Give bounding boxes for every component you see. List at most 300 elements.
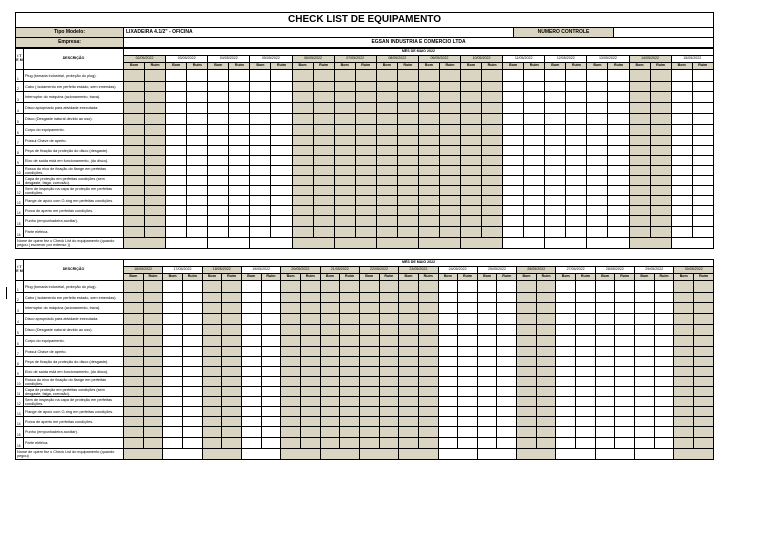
bom-check-cell[interactable] [587, 82, 608, 92]
ruim-check-cell[interactable] [458, 407, 478, 417]
ruim-check-cell[interactable] [261, 427, 281, 438]
bom-check-cell[interactable] [292, 227, 313, 238]
bom-check-cell[interactable] [334, 156, 355, 166]
bom-check-cell[interactable] [587, 166, 608, 176]
bom-check-cell[interactable] [166, 82, 187, 92]
bom-check-cell[interactable] [320, 325, 340, 336]
ruim-check-cell[interactable] [418, 281, 438, 293]
ruim-check-cell[interactable] [313, 156, 334, 166]
bom-check-cell[interactable] [545, 82, 566, 92]
bom-check-cell[interactable] [545, 92, 566, 103]
bom-check-cell[interactable] [376, 156, 397, 166]
ruim-check-cell[interactable] [300, 347, 320, 357]
bom-check-cell[interactable] [503, 176, 524, 186]
bom-check-cell[interactable] [163, 314, 183, 325]
ruim-check-cell[interactable] [261, 377, 281, 387]
ruim-check-cell[interactable] [576, 314, 596, 325]
bom-check-cell[interactable] [629, 166, 650, 176]
ruim-check-cell[interactable] [222, 314, 242, 325]
ruim-check-cell[interactable] [397, 186, 418, 196]
ruim-check-cell[interactable] [271, 216, 292, 227]
ruim-check-cell[interactable] [524, 114, 545, 125]
bom-check-cell[interactable] [587, 176, 608, 186]
ruim-check-cell[interactable] [482, 92, 503, 103]
bom-check-cell[interactable] [438, 347, 458, 357]
bom-check-cell[interactable] [503, 70, 524, 82]
ruim-check-cell[interactable] [566, 70, 587, 82]
bom-check-cell[interactable] [418, 166, 439, 176]
bom-check-cell[interactable] [320, 293, 340, 303]
signature-cell[interactable] [208, 238, 250, 249]
bom-check-cell[interactable] [241, 281, 261, 293]
ruim-check-cell[interactable] [145, 216, 166, 227]
bom-check-cell[interactable] [281, 325, 301, 336]
ruim-check-cell[interactable] [439, 136, 460, 146]
ruim-check-cell[interactable] [694, 417, 714, 427]
bom-check-cell[interactable] [503, 136, 524, 146]
bom-check-cell[interactable] [320, 427, 340, 438]
ruim-check-cell[interactable] [271, 103, 292, 114]
ruim-check-cell[interactable] [615, 293, 635, 303]
ruim-check-cell[interactable] [566, 156, 587, 166]
bom-check-cell[interactable] [376, 186, 397, 196]
ruim-check-cell[interactable] [300, 438, 320, 449]
ruim-check-cell[interactable] [143, 303, 163, 314]
bom-check-cell[interactable] [124, 336, 144, 347]
bom-check-cell[interactable] [281, 357, 301, 367]
ruim-check-cell[interactable] [340, 357, 360, 367]
ruim-check-cell[interactable] [608, 146, 629, 156]
ruim-check-cell[interactable] [418, 377, 438, 387]
bom-check-cell[interactable] [629, 103, 650, 114]
bom-check-cell[interactable] [438, 357, 458, 367]
bom-check-cell[interactable] [281, 377, 301, 387]
ruim-check-cell[interactable] [222, 367, 242, 377]
ruim-check-cell[interactable] [439, 70, 460, 82]
ruim-check-cell[interactable] [458, 336, 478, 347]
ruim-check-cell[interactable] [608, 136, 629, 146]
ruim-check-cell[interactable] [439, 227, 460, 238]
bom-check-cell[interactable] [320, 357, 340, 367]
bom-check-cell[interactable] [202, 367, 222, 377]
bom-check-cell[interactable] [202, 336, 222, 347]
ruim-check-cell[interactable] [187, 156, 208, 166]
signature-cell[interactable] [399, 449, 438, 460]
ruim-check-cell[interactable] [615, 303, 635, 314]
bom-check-cell[interactable] [292, 82, 313, 92]
bom-check-cell[interactable] [241, 303, 261, 314]
bom-check-cell[interactable] [163, 438, 183, 449]
bom-check-cell[interactable] [208, 92, 229, 103]
ruim-check-cell[interactable] [271, 227, 292, 238]
bom-check-cell[interactable] [359, 377, 379, 387]
bom-check-cell[interactable] [208, 166, 229, 176]
ruim-check-cell[interactable] [145, 125, 166, 136]
bom-check-cell[interactable] [208, 206, 229, 216]
bom-check-cell[interactable] [320, 336, 340, 347]
bom-check-cell[interactable] [545, 146, 566, 156]
bom-check-cell[interactable] [163, 407, 183, 417]
ruim-check-cell[interactable] [313, 136, 334, 146]
bom-check-cell[interactable] [477, 407, 497, 417]
ruim-check-cell[interactable] [458, 367, 478, 377]
bom-check-cell[interactable] [399, 438, 419, 449]
bom-check-cell[interactable] [124, 438, 144, 449]
ruim-check-cell[interactable] [379, 357, 399, 367]
ruim-check-cell[interactable] [692, 216, 713, 227]
ruim-check-cell[interactable] [187, 136, 208, 146]
bom-check-cell[interactable] [671, 92, 692, 103]
ruim-check-cell[interactable] [615, 387, 635, 397]
ruim-check-cell[interactable] [418, 336, 438, 347]
bom-check-cell[interactable] [545, 176, 566, 186]
bom-check-cell[interactable] [376, 216, 397, 227]
ruim-check-cell[interactable] [576, 438, 596, 449]
bom-check-cell[interactable] [556, 325, 576, 336]
ruim-check-cell[interactable] [182, 387, 202, 397]
ruim-check-cell[interactable] [694, 367, 714, 377]
bom-check-cell[interactable] [124, 325, 144, 336]
ruim-check-cell[interactable] [694, 357, 714, 367]
ruim-check-cell[interactable] [418, 407, 438, 417]
ruim-check-cell[interactable] [650, 136, 671, 146]
bom-check-cell[interactable] [635, 397, 655, 407]
ruim-check-cell[interactable] [300, 407, 320, 417]
bom-check-cell[interactable] [202, 377, 222, 387]
bom-check-cell[interactable] [671, 146, 692, 156]
bom-check-cell[interactable] [461, 156, 482, 166]
ruim-check-cell[interactable] [182, 347, 202, 357]
bom-check-cell[interactable] [587, 206, 608, 216]
bom-check-cell[interactable] [250, 114, 271, 125]
ruim-check-cell[interactable] [145, 114, 166, 125]
ruim-check-cell[interactable] [608, 92, 629, 103]
bom-check-cell[interactable] [124, 166, 145, 176]
ruim-check-cell[interactable] [536, 281, 556, 293]
signature-cell[interactable] [281, 449, 320, 460]
ruim-check-cell[interactable] [439, 186, 460, 196]
ruim-check-cell[interactable] [182, 293, 202, 303]
ruim-check-cell[interactable] [482, 136, 503, 146]
ruim-check-cell[interactable] [340, 427, 360, 438]
ruim-check-cell[interactable] [694, 438, 714, 449]
ruim-check-cell[interactable] [482, 206, 503, 216]
bom-check-cell[interactable] [671, 176, 692, 186]
bom-check-cell[interactable] [418, 196, 439, 206]
bom-check-cell[interactable] [629, 92, 650, 103]
ruim-check-cell[interactable] [145, 136, 166, 146]
bom-check-cell[interactable] [545, 166, 566, 176]
bom-check-cell[interactable] [202, 281, 222, 293]
ruim-check-cell[interactable] [397, 92, 418, 103]
ruim-check-cell[interactable] [300, 281, 320, 293]
ruim-check-cell[interactable] [222, 336, 242, 347]
ruim-check-cell[interactable] [524, 216, 545, 227]
ruim-check-cell[interactable] [694, 293, 714, 303]
ruim-check-cell[interactable] [340, 303, 360, 314]
bom-check-cell[interactable] [674, 407, 694, 417]
ruim-check-cell[interactable] [145, 206, 166, 216]
ruim-check-cell[interactable] [608, 216, 629, 227]
bom-check-cell[interactable] [399, 377, 419, 387]
ruim-check-cell[interactable] [482, 103, 503, 114]
bom-check-cell[interactable] [503, 206, 524, 216]
ruim-check-cell[interactable] [271, 166, 292, 176]
bom-check-cell[interactable] [545, 206, 566, 216]
ruim-check-cell[interactable] [145, 186, 166, 196]
bom-check-cell[interactable] [556, 303, 576, 314]
ruim-check-cell[interactable] [694, 407, 714, 417]
bom-check-cell[interactable] [635, 303, 655, 314]
bom-check-cell[interactable] [517, 397, 537, 407]
bom-check-cell[interactable] [124, 186, 145, 196]
ruim-check-cell[interactable] [497, 417, 517, 427]
bom-check-cell[interactable] [399, 281, 419, 293]
ruim-check-cell[interactable] [615, 314, 635, 325]
ruim-check-cell[interactable] [692, 136, 713, 146]
bom-check-cell[interactable] [241, 314, 261, 325]
bom-check-cell[interactable] [163, 417, 183, 427]
bom-check-cell[interactable] [418, 103, 439, 114]
bom-check-cell[interactable] [281, 438, 301, 449]
bom-check-cell[interactable] [163, 325, 183, 336]
bom-check-cell[interactable] [556, 407, 576, 417]
bom-check-cell[interactable] [545, 227, 566, 238]
ruim-check-cell[interactable] [654, 417, 674, 427]
bom-check-cell[interactable] [320, 303, 340, 314]
ruim-check-cell[interactable] [650, 216, 671, 227]
bom-check-cell[interactable] [241, 397, 261, 407]
bom-check-cell[interactable] [124, 281, 144, 293]
bom-check-cell[interactable] [477, 397, 497, 407]
ruim-check-cell[interactable] [379, 438, 399, 449]
ruim-check-cell[interactable] [692, 114, 713, 125]
ruim-check-cell[interactable] [397, 176, 418, 186]
bom-check-cell[interactable] [595, 407, 615, 417]
ruim-check-cell[interactable] [145, 166, 166, 176]
bom-check-cell[interactable] [376, 166, 397, 176]
bom-check-cell[interactable] [208, 216, 229, 227]
bom-check-cell[interactable] [595, 417, 615, 427]
ruim-check-cell[interactable] [182, 417, 202, 427]
ruim-check-cell[interactable] [379, 325, 399, 336]
ruim-check-cell[interactable] [313, 166, 334, 176]
bom-check-cell[interactable] [595, 377, 615, 387]
ruim-check-cell[interactable] [313, 186, 334, 196]
bom-check-cell[interactable] [166, 146, 187, 156]
ruim-check-cell[interactable] [536, 427, 556, 438]
bom-check-cell[interactable] [556, 347, 576, 357]
bom-check-cell[interactable] [635, 377, 655, 387]
bom-check-cell[interactable] [166, 103, 187, 114]
bom-check-cell[interactable] [556, 438, 576, 449]
ruim-check-cell[interactable] [340, 314, 360, 325]
ruim-check-cell[interactable] [694, 387, 714, 397]
bom-check-cell[interactable] [241, 438, 261, 449]
ruim-check-cell[interactable] [524, 186, 545, 196]
ruim-check-cell[interactable] [145, 103, 166, 114]
bom-check-cell[interactable] [163, 281, 183, 293]
signature-cell[interactable] [635, 449, 674, 460]
ruim-check-cell[interactable] [566, 186, 587, 196]
bom-check-cell[interactable] [241, 367, 261, 377]
ruim-check-cell[interactable] [615, 325, 635, 336]
ruim-check-cell[interactable] [692, 196, 713, 206]
ruim-check-cell[interactable] [524, 70, 545, 82]
ruim-check-cell[interactable] [608, 176, 629, 186]
ruim-check-cell[interactable] [692, 156, 713, 166]
ruim-check-cell[interactable] [222, 347, 242, 357]
ruim-check-cell[interactable] [340, 367, 360, 377]
ruim-check-cell[interactable] [458, 357, 478, 367]
bom-check-cell[interactable] [208, 82, 229, 92]
numero-controle-value[interactable] [614, 28, 714, 38]
ruim-check-cell[interactable] [182, 407, 202, 417]
ruim-check-cell[interactable] [418, 293, 438, 303]
ruim-check-cell[interactable] [143, 336, 163, 347]
ruim-check-cell[interactable] [650, 166, 671, 176]
ruim-check-cell[interactable] [482, 166, 503, 176]
ruim-check-cell[interactable] [229, 176, 250, 186]
signature-cell[interactable] [241, 449, 280, 460]
ruim-check-cell[interactable] [439, 103, 460, 114]
bom-check-cell[interactable] [202, 314, 222, 325]
ruim-check-cell[interactable] [524, 206, 545, 216]
ruim-check-cell[interactable] [458, 438, 478, 449]
bom-check-cell[interactable] [671, 125, 692, 136]
bom-check-cell[interactable] [202, 347, 222, 357]
bom-check-cell[interactable] [545, 125, 566, 136]
ruim-check-cell[interactable] [379, 347, 399, 357]
bom-check-cell[interactable] [376, 82, 397, 92]
ruim-check-cell[interactable] [355, 186, 376, 196]
ruim-check-cell[interactable] [187, 176, 208, 186]
bom-check-cell[interactable] [359, 347, 379, 357]
bom-check-cell[interactable] [202, 407, 222, 417]
bom-check-cell[interactable] [503, 125, 524, 136]
bom-check-cell[interactable] [376, 92, 397, 103]
bom-check-cell[interactable] [418, 70, 439, 82]
ruim-check-cell[interactable] [694, 377, 714, 387]
ruim-check-cell[interactable] [566, 166, 587, 176]
bom-check-cell[interactable] [250, 103, 271, 114]
bom-check-cell[interactable] [503, 103, 524, 114]
bom-check-cell[interactable] [517, 427, 537, 438]
bom-check-cell[interactable] [635, 387, 655, 397]
ruim-check-cell[interactable] [576, 417, 596, 427]
bom-check-cell[interactable] [359, 336, 379, 347]
ruim-check-cell[interactable] [497, 438, 517, 449]
ruim-check-cell[interactable] [261, 293, 281, 303]
ruim-check-cell[interactable] [271, 156, 292, 166]
ruim-check-cell[interactable] [261, 281, 281, 293]
bom-check-cell[interactable] [166, 206, 187, 216]
bom-check-cell[interactable] [438, 293, 458, 303]
bom-check-cell[interactable] [124, 303, 144, 314]
ruim-check-cell[interactable] [497, 397, 517, 407]
bom-check-cell[interactable] [124, 146, 145, 156]
bom-check-cell[interactable] [163, 357, 183, 367]
bom-check-cell[interactable] [517, 303, 537, 314]
ruim-check-cell[interactable] [576, 303, 596, 314]
bom-check-cell[interactable] [674, 303, 694, 314]
ruim-check-cell[interactable] [608, 196, 629, 206]
bom-check-cell[interactable] [587, 156, 608, 166]
ruim-check-cell[interactable] [497, 427, 517, 438]
ruim-check-cell[interactable] [187, 92, 208, 103]
bom-check-cell[interactable] [587, 227, 608, 238]
ruim-check-cell[interactable] [143, 325, 163, 336]
bom-check-cell[interactable] [359, 407, 379, 417]
bom-check-cell[interactable] [376, 146, 397, 156]
bom-check-cell[interactable] [587, 196, 608, 206]
ruim-check-cell[interactable] [482, 156, 503, 166]
bom-check-cell[interactable] [208, 156, 229, 166]
bom-check-cell[interactable] [250, 196, 271, 206]
bom-check-cell[interactable] [334, 196, 355, 206]
bom-check-cell[interactable] [208, 136, 229, 146]
bom-check-cell[interactable] [517, 367, 537, 377]
ruim-check-cell[interactable] [355, 196, 376, 206]
ruim-check-cell[interactable] [355, 176, 376, 186]
ruim-check-cell[interactable] [524, 176, 545, 186]
ruim-check-cell[interactable] [482, 216, 503, 227]
ruim-check-cell[interactable] [418, 438, 438, 449]
ruim-check-cell[interactable] [182, 397, 202, 407]
ruim-check-cell[interactable] [397, 125, 418, 136]
ruim-check-cell[interactable] [608, 166, 629, 176]
signature-cell[interactable] [517, 449, 556, 460]
bom-check-cell[interactable] [376, 176, 397, 186]
bom-check-cell[interactable] [166, 114, 187, 125]
ruim-check-cell[interactable] [536, 303, 556, 314]
ruim-check-cell[interactable] [566, 82, 587, 92]
bom-check-cell[interactable] [208, 114, 229, 125]
bom-check-cell[interactable] [202, 438, 222, 449]
ruim-check-cell[interactable] [271, 186, 292, 196]
bom-check-cell[interactable] [587, 216, 608, 227]
bom-check-cell[interactable] [477, 377, 497, 387]
bom-check-cell[interactable] [250, 206, 271, 216]
bom-check-cell[interactable] [166, 196, 187, 206]
ruim-check-cell[interactable] [397, 146, 418, 156]
bom-check-cell[interactable] [334, 125, 355, 136]
ruim-check-cell[interactable] [608, 125, 629, 136]
ruim-check-cell[interactable] [536, 417, 556, 427]
bom-check-cell[interactable] [503, 92, 524, 103]
ruim-check-cell[interactable] [692, 125, 713, 136]
ruim-check-cell[interactable] [182, 281, 202, 293]
ruim-check-cell[interactable] [143, 357, 163, 367]
bom-check-cell[interactable] [208, 103, 229, 114]
ruim-check-cell[interactable] [650, 196, 671, 206]
ruim-check-cell[interactable] [187, 125, 208, 136]
bom-check-cell[interactable] [250, 227, 271, 238]
ruim-check-cell[interactable] [355, 227, 376, 238]
ruim-check-cell[interactable] [222, 417, 242, 427]
ruim-check-cell[interactable] [397, 114, 418, 125]
ruim-check-cell[interactable] [608, 82, 629, 92]
ruim-check-cell[interactable] [355, 146, 376, 156]
ruim-check-cell[interactable] [458, 397, 478, 407]
bom-check-cell[interactable] [250, 176, 271, 186]
bom-check-cell[interactable] [461, 125, 482, 136]
bom-check-cell[interactable] [674, 417, 694, 427]
ruim-check-cell[interactable] [379, 417, 399, 427]
ruim-check-cell[interactable] [536, 347, 556, 357]
ruim-check-cell[interactable] [694, 427, 714, 438]
bom-check-cell[interactable] [587, 70, 608, 82]
